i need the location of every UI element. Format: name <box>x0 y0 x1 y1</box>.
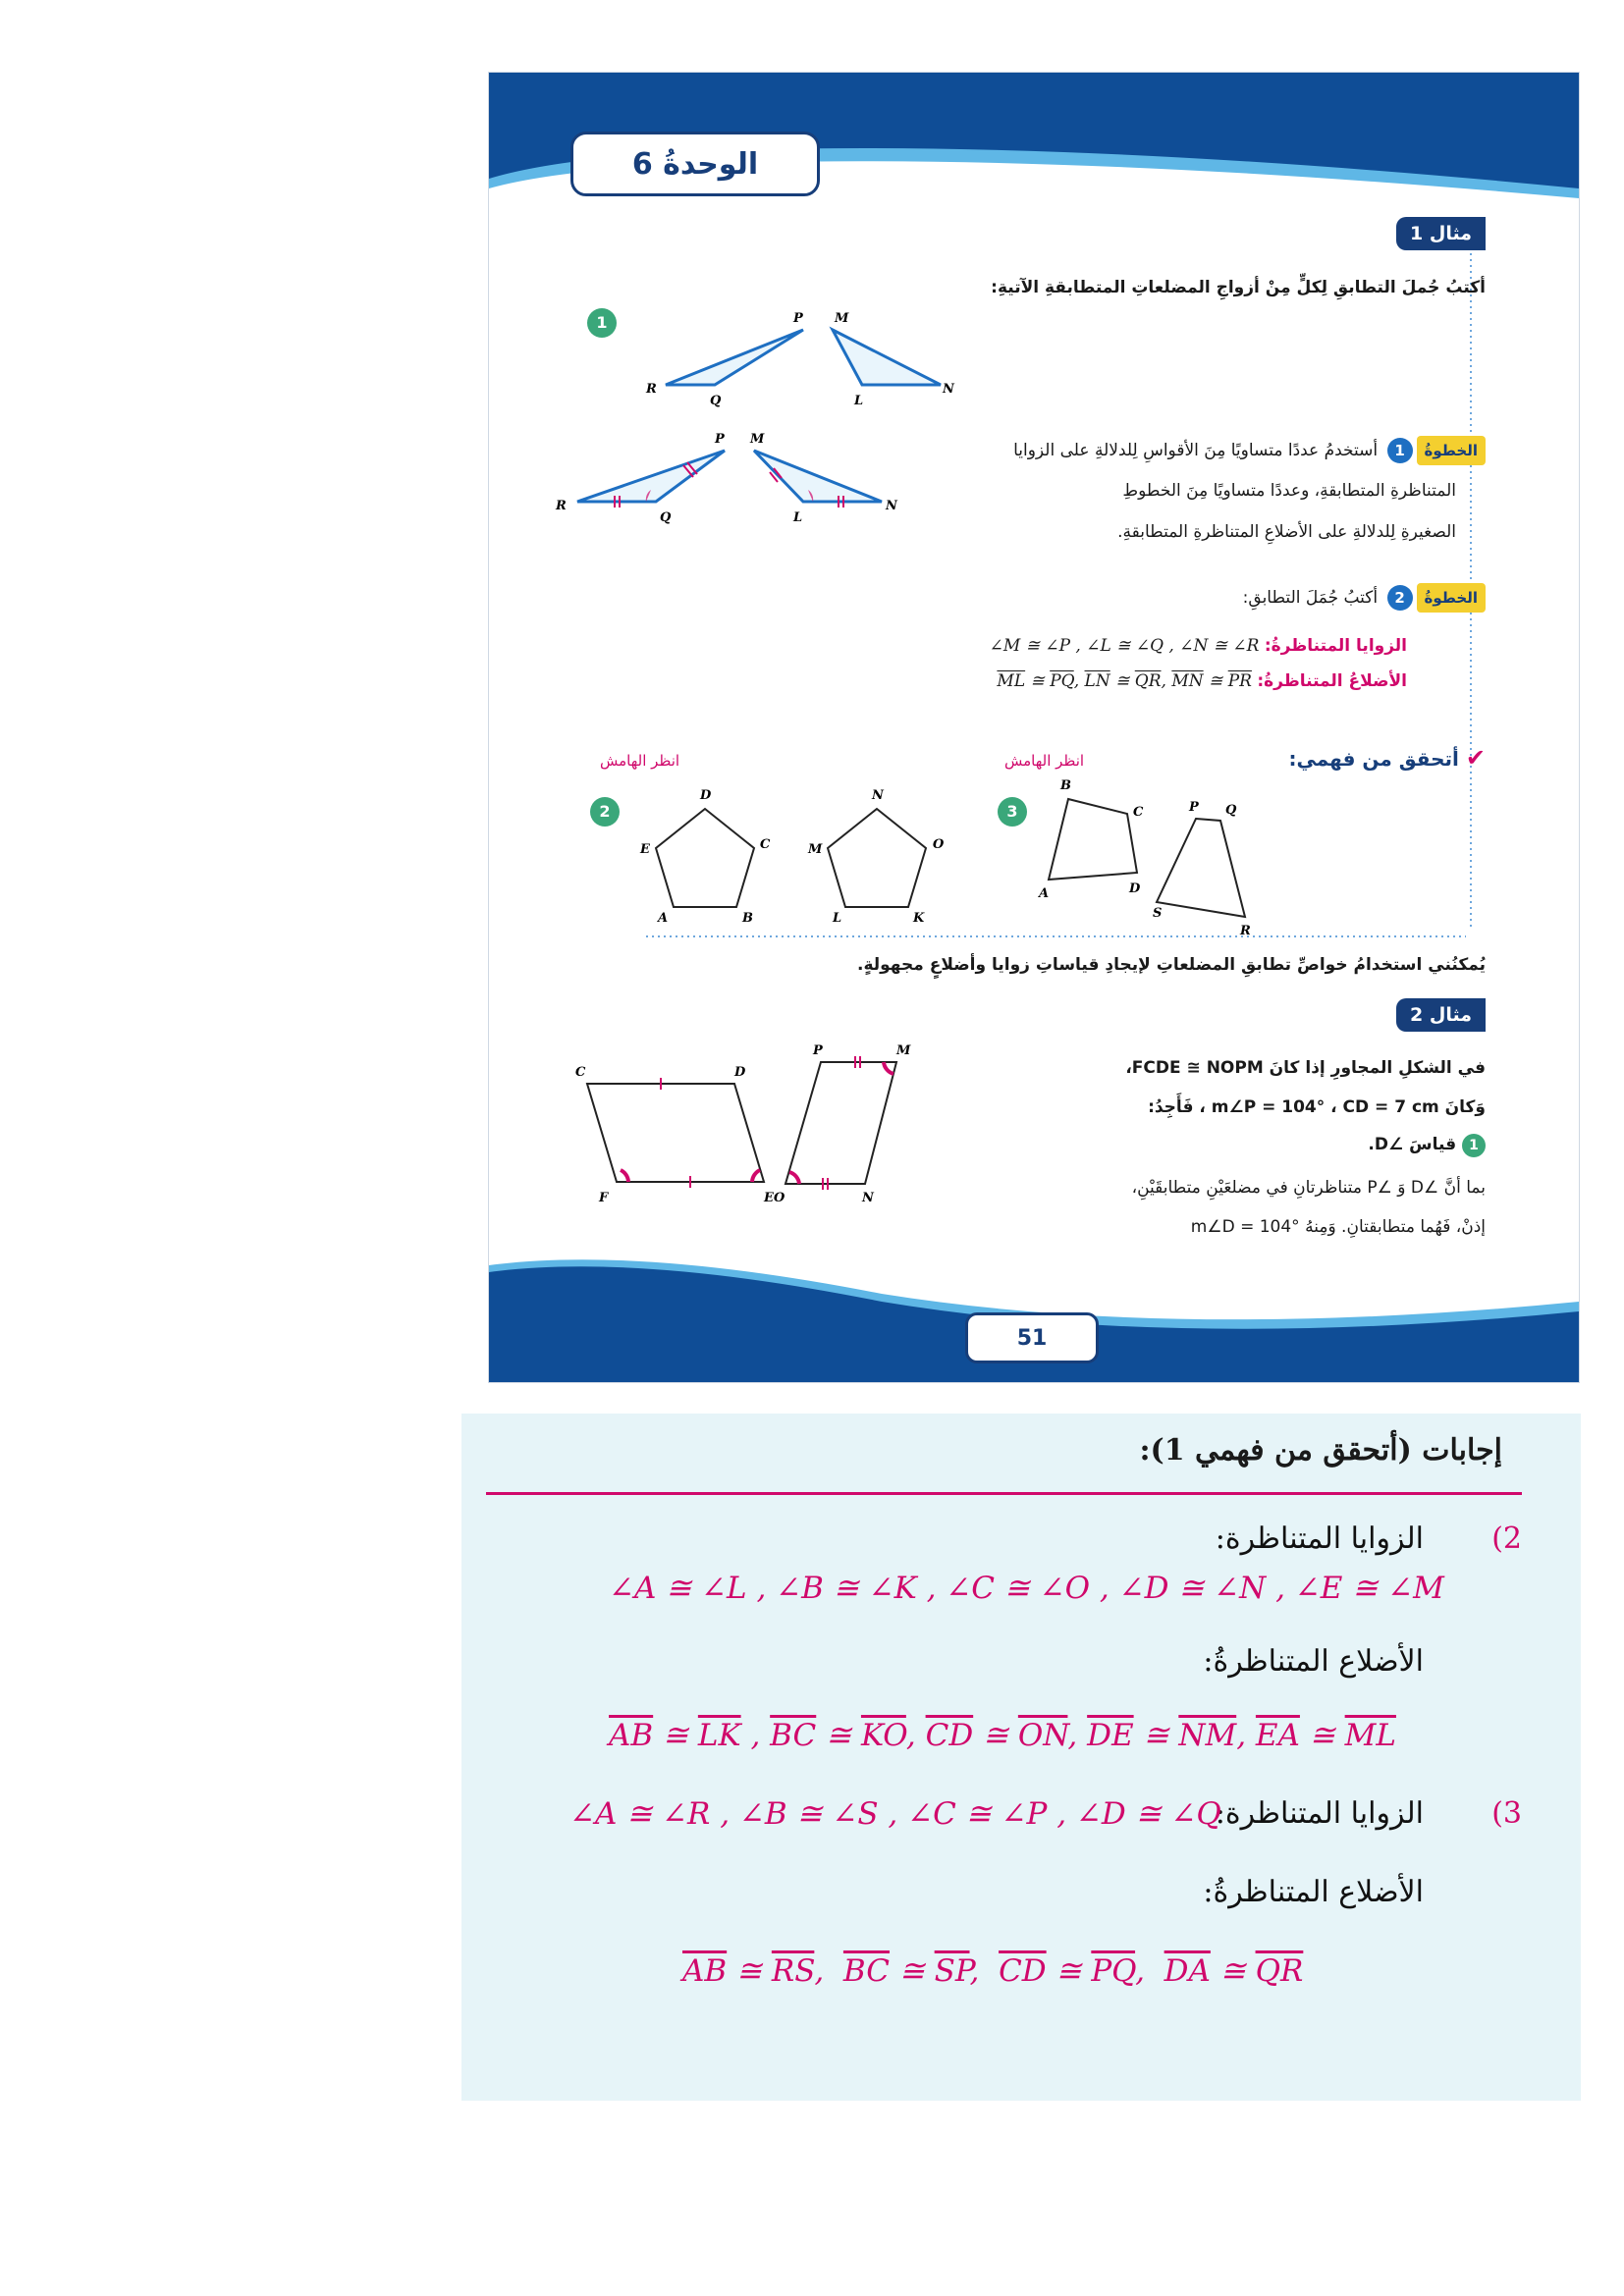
q3-side-PQ: $\overline{PQ}$ <box>1091 1953 1136 1989</box>
label-N: N <box>943 382 954 397</box>
q2-side-DE: $\overline{DE}$ <box>1087 1718 1134 1753</box>
para2-M: M <box>896 1043 911 1058</box>
example1-tag: مثال 1 <box>1396 217 1486 250</box>
parallelograms-figure <box>568 1044 1058 1221</box>
example2-line2: وَكانَ m∠P = 104° ، CD = 7 cm ، فَأَجِدُ: <box>1148 1097 1486 1117</box>
step2-text: أكتبُ جُمَلَ التطابقِ: <box>1242 588 1379 608</box>
pent1-E: E <box>640 842 650 857</box>
q2-side-CD: $\overline{CD}$ <box>925 1718 974 1753</box>
q2-angles-label: الزوايا المتناظرة: <box>1215 1522 1424 1556</box>
side-ML: $\overline{ML}$ <box>997 671 1026 691</box>
q2-side-NM: $\overline{NM}$ <box>1178 1718 1237 1753</box>
q2-side-ML: $\overline{ML}$ <box>1344 1718 1396 1753</box>
item-badge-ex2: 1 <box>1462 1134 1486 1157</box>
quad1-A: A <box>1039 886 1050 901</box>
triangles-figure-marked <box>548 431 897 539</box>
sides-statement <box>857 667 1407 695</box>
q2-side-LK: $\overline{LK}$ <box>697 1718 741 1753</box>
quadrilaterals-figure <box>1039 770 1284 936</box>
q3-sides: $\overline{AB}$ ≅ $\overline{RS}$, $\overline{BC}$ ≅ $\overline{SP}$, $\overline{CD}$ ≅ $\overline{PQ}$, $\overline{DA}$ ≅ $\overline{QR}$ <box>682 1953 1304 1989</box>
sides-label: الأضلاعُ المتناظرةُ: <box>1257 671 1407 691</box>
angles-label: الزوايا المتناظرةُ: <box>1264 636 1407 656</box>
pentagons-figure <box>636 779 960 927</box>
angles-statement <box>896 632 1407 660</box>
label-N2: N <box>886 499 897 513</box>
example2-tag: مثال 2 <box>1396 998 1486 1032</box>
q3-side-RS: $\overline{RS}$ <box>771 1953 815 1989</box>
q3-number: (3 <box>1491 1796 1522 1831</box>
step2-block <box>896 583 1486 613</box>
unit-label: الوحدةُ 6 <box>570 132 820 196</box>
item-badge-2: 2 <box>590 797 620 827</box>
textbook-page <box>488 72 1580 1383</box>
pent1-B: B <box>742 911 753 926</box>
q3-side-DA: $\overline{DA}$ <box>1164 1953 1211 1989</box>
page-number: 51 <box>965 1312 1099 1363</box>
label-R2: R <box>556 499 567 513</box>
pent2-K: K <box>913 911 925 926</box>
side-MN: $\overline{MN}$ <box>1171 671 1204 691</box>
intro-text: يُمكنُني استخدامُ خواصِّ تطابقِ المضلعاتِ لإيجادِ قياساتِ زوايا وأضلاعٍ مجهولةٍ. <box>857 955 1486 975</box>
para2-O: O <box>774 1191 785 1205</box>
side-PR: $\overline{PR}$ <box>1227 671 1252 691</box>
pent1-C: C <box>760 837 771 852</box>
q2-sides-label: الأضلاع المتناظرةُ: <box>1203 1644 1424 1679</box>
label-R: R <box>646 382 657 397</box>
pent2-M: M <box>808 842 823 857</box>
answers-divider <box>486 1492 1522 1495</box>
step1-line3: الصغيرةِ لِلدلالةِ على الأضلاعِ المتناظرةِ المتطابقةِ. <box>1117 522 1456 542</box>
label-L2: L <box>793 510 803 525</box>
para1-E: E <box>764 1191 774 1205</box>
q3-side-CD: $\overline{CD}$ <box>999 1953 1047 1989</box>
step1-line1: أستخدمُ عددًا متساويًا مِنَ الأقواسِ لِلدلالةِ على الزوايا <box>1013 441 1379 460</box>
q3-angles-label: الزوايا المتناظرة: <box>1215 1796 1424 1831</box>
quad2-Q: Q <box>1225 803 1237 818</box>
q2-side-BC: $\overline{BC}$ <box>770 1718 817 1753</box>
pent2-L: L <box>833 911 842 926</box>
para2-P: P <box>813 1043 823 1058</box>
para1-F: F <box>599 1191 609 1205</box>
q2-angles: ∠A ≅ ∠L , ∠B ≅ ∠K , ∠C ≅ ∠O , ∠D ≅ ∠N , ∠E ≅ ∠M <box>609 1571 1444 1606</box>
para1-C: C <box>575 1065 586 1080</box>
example2-line4: إذنْ، فَهُما متطابقتانِ. وَمِنهُ m∠D = 104° <box>1190 1217 1486 1237</box>
label-Q2: Q <box>660 510 672 525</box>
quad1-D: D <box>1129 881 1141 896</box>
q2-sides: $\overline{AB}$ ≅ $\overline{LK}$ , $\overline{BC}$ ≅ $\overline{KO}$, $\overline{CD}$ ≅ $\overline{ON}$, $\overline{DE}$ ≅ $\overline{NM}$, $\overline{EA}$ ≅ $\overline{ML}$ <box>609 1718 1396 1753</box>
pent1-A: A <box>658 911 669 926</box>
para1-D: D <box>734 1065 746 1080</box>
triangles-figure-1 <box>617 308 954 408</box>
step2-number: 2 <box>1387 585 1413 611</box>
label-M: M <box>835 311 849 326</box>
para2-N: N <box>862 1191 874 1205</box>
pent2-N: N <box>872 788 884 803</box>
q2-number: (2 <box>1491 1522 1522 1556</box>
q3-sides-label: الأضلاع المتناظرةُ: <box>1203 1875 1424 1909</box>
label-P2: P <box>715 432 725 447</box>
quad2-R: R <box>1240 924 1251 938</box>
answers-title: إجابات (أتحقق من فهمي 1): <box>1139 1433 1502 1468</box>
pent2-O: O <box>933 837 945 852</box>
item-badge-3: 3 <box>998 797 1027 827</box>
example1-instruction: أكتبُ جُملَ التطابقِ لِكلٍّ مِنْ أزواجِ المضلعاتِ المتطابقةِ الآتيةِ: <box>991 278 1486 297</box>
check-title-text: أتحقق من فهمي: <box>1288 747 1459 771</box>
pent1-D: D <box>700 788 712 803</box>
q2-side-EA: $\overline{EA}$ <box>1255 1718 1300 1753</box>
quad2-P: P <box>1189 800 1199 815</box>
quad1-C: C <box>1133 805 1144 820</box>
q3-side-QR: $\overline{QR}$ <box>1255 1953 1304 1989</box>
step1-block <box>896 436 1486 465</box>
quad2-S: S <box>1153 906 1163 921</box>
step2-tag: الخطوةُ <box>1417 583 1486 613</box>
margin-note-2: انظر الهامش <box>600 752 680 770</box>
step1-line2: المتناظرةِ المتطابقةِ، وعددًا متساويًا مِنَ الخطوطِ <box>1122 481 1456 501</box>
q2-side-AB: $\overline{AB}$ <box>609 1718 654 1753</box>
step1-number: 1 <box>1387 438 1413 463</box>
q3-angles: ∠A ≅ ∠R , ∠B ≅ ∠S , ∠C ≅ ∠P , ∠D ≅ ∠Q <box>569 1796 1221 1832</box>
q3-side-AB: $\overline{AB}$ <box>682 1953 728 1989</box>
sides-value: $\overline{ML}$ ≅ $\overline{PQ}$, $\overline{LN}$ ≅ $\overline{QR}$, $\overline{MN}$ ≅ $\overline{PR}$ <box>997 671 1252 691</box>
step1-tag: الخطوةُ <box>1417 436 1486 465</box>
label-Q: Q <box>710 394 722 408</box>
quad1-B: B <box>1060 778 1071 793</box>
item-badge-1: 1 <box>587 308 617 338</box>
angles-value: ∠M ≅ ∠P , ∠L ≅ ∠Q , ∠N ≅ ∠R <box>989 636 1260 656</box>
example2-line1: في الشكلِ المجاورِ إذا كانَ FCDE ≅ NOPM، <box>1125 1058 1486 1078</box>
example2-item-text: قياسَ ∠D. <box>1368 1135 1457 1154</box>
q3-side-SP: $\overline{SP}$ <box>934 1953 970 1989</box>
example2-line3: بما أنَّ ∠D وَ ∠P متناظرتانِ في مضلعَيْنِ متطابقَيْنِ، <box>1131 1178 1486 1198</box>
label-P: P <box>793 311 803 326</box>
q2-side-ON: $\overline{ON}$ <box>1017 1718 1068 1753</box>
check-title <box>1191 744 1486 773</box>
side-PQ: $\overline{PQ}$ <box>1050 671 1074 691</box>
side-QR: $\overline{QR}$ <box>1134 671 1162 691</box>
q3-side-BC: $\overline{BC}$ <box>842 1953 890 1989</box>
q2-side-KO: $\overline{KO}$ <box>860 1718 906 1753</box>
label-L: L <box>854 394 864 408</box>
example2-item <box>1073 1131 1486 1158</box>
checkmark-icon: ✔ <box>1465 744 1486 772</box>
label-M2: M <box>750 432 765 447</box>
side-LN: $\overline{LN}$ <box>1084 671 1110 691</box>
margin-note-3: انظر الهامش <box>1004 752 1085 770</box>
answers-panel <box>461 1414 1581 2101</box>
